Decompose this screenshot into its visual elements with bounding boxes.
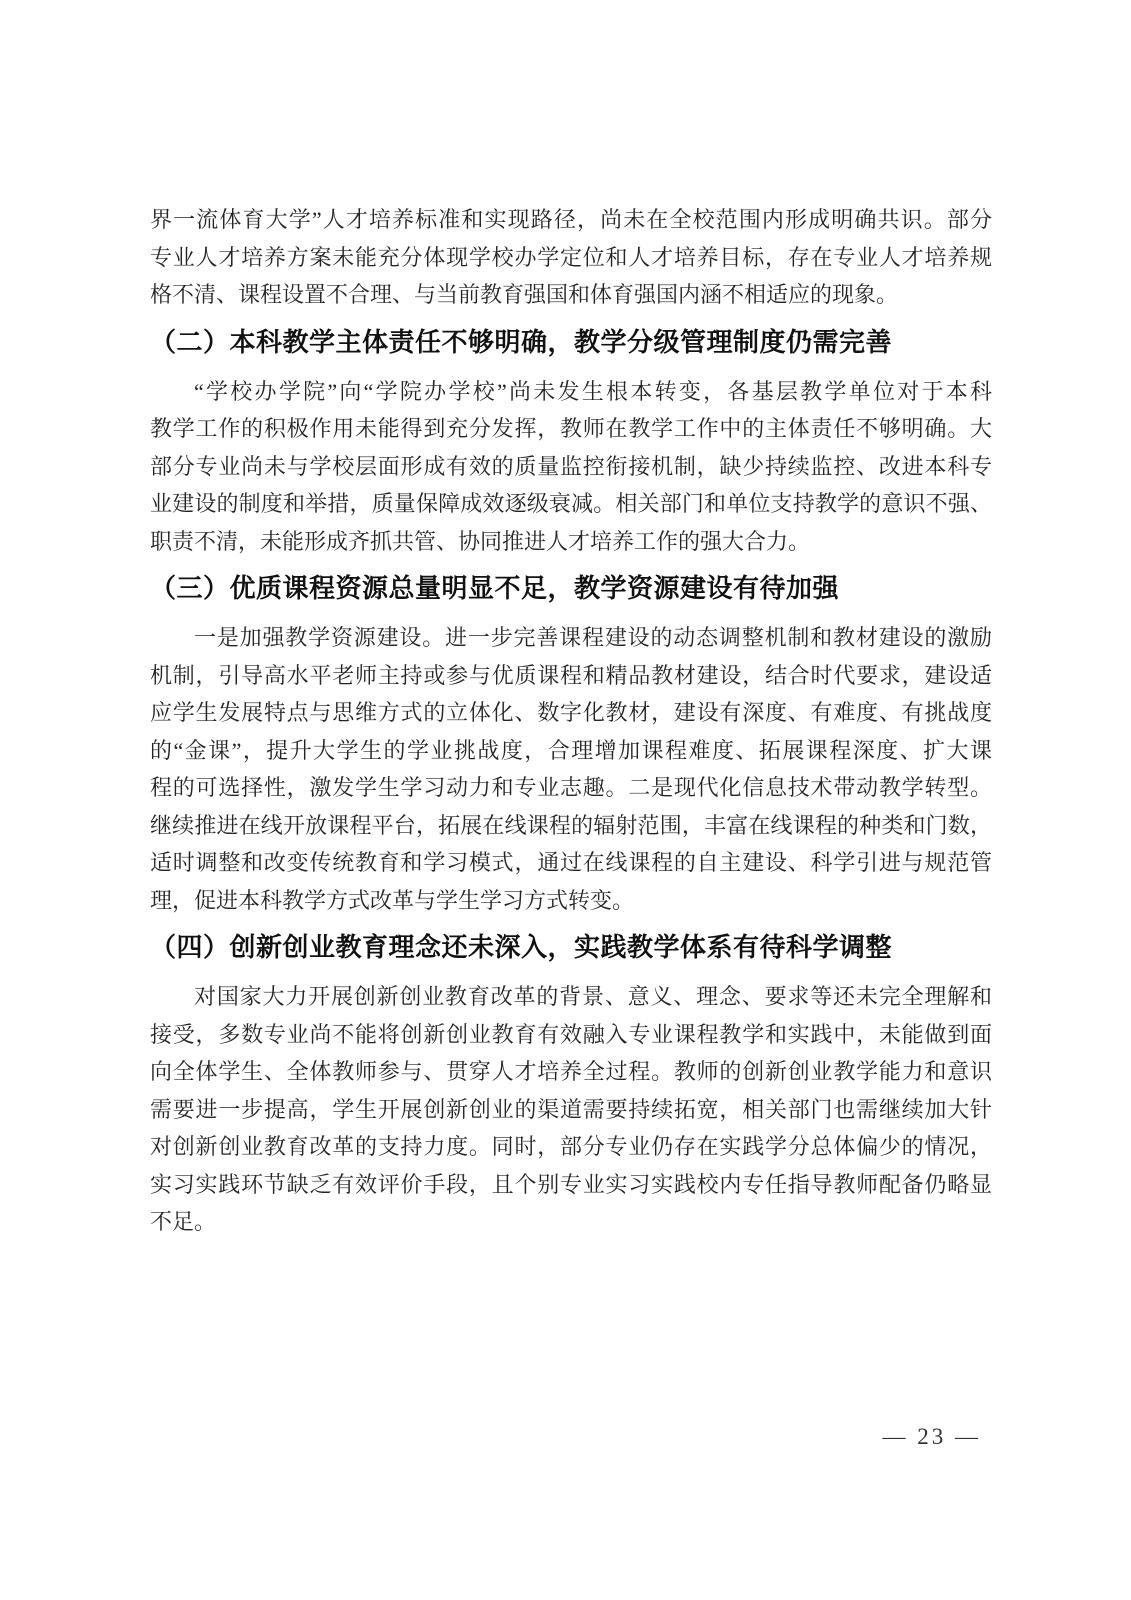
paragraph xyxy=(150,978,992,1241)
text-line: 业建设的制度和举措，质量保障成效逐级衰减。相关部门和单位支持教学的意识不强、 xyxy=(150,491,992,516)
section-heading: （三）优质课程资源总量明显不足，教学资源建设有待加强 xyxy=(150,573,840,603)
text-line: 不足。 xyxy=(150,1209,217,1234)
text-line: 适时调整和改变传统教育和学习模式，通过在线课程的自主建设、科学引进与规范管 xyxy=(150,850,992,875)
text-line: 向全体学生、全体教师参与、贯穿人才培养全过程。教师的创新创业教学能力和意识 xyxy=(150,1059,992,1084)
text-line: 格不清、课程设置不合理、与当前教育强国和体育强国内涵不相适应的现象。 xyxy=(150,282,899,307)
text-line: 对创新创业教育改革的支持力度。同时，部分专业仍存在实践学分总体偏少的情况， xyxy=(150,1134,992,1159)
text-line: 需要进一步提高，学生开展创新创业的渠道需要持续拓宽，相关部门也需继续加大针 xyxy=(150,1096,992,1122)
text-line: 程的可选择性，激发学生学习动力和专业志趣。二是现代化信息技术带动教学转型。 xyxy=(150,775,992,800)
text-line: 职责不清，未能形成齐抓共管、协同推进人才培养工作的强大合力。 xyxy=(150,528,811,554)
text-line: 接受，多数专业尚不能将创新创业教育有效融入专业课程教学和实践中，未能做到面 xyxy=(150,1021,992,1047)
text-line: 的“金课”，提升大学生的学业挑战度，合理增加课程难度、拓展课程深度、扩大课 xyxy=(150,737,992,763)
text-line: 机制，引导高水平老师主持或参与优质课程和精品教材建设，结合时代要求，建设适 xyxy=(150,662,992,688)
section-heading: （四）创新创业教育理念还未深入，实践教学体系有待科学调整 xyxy=(150,932,893,962)
text-line: 教学工作的积极作用未能得到充分发挥，教师在教学工作中的主体责任不够明确。大 xyxy=(150,416,992,441)
text-line: 专业人才培养方案未能充分体现学校办学定位和人才培养目标，存在专业人才培养规 xyxy=(150,244,992,270)
document-content xyxy=(150,201,992,1241)
section-heading: （二）本科教学主体责任不够明确，教学分级管理制度仍需完善 xyxy=(150,326,893,357)
text-line: “学校办学院”向“学院办学校”尚未发生根本转变，各基层教学单位对于本科 xyxy=(194,378,992,404)
text-line: 实习实践环节缺乏有效评价手段，且个别专业实习实践校内专任指导教师配备仍略显 xyxy=(150,1171,992,1197)
text-line: 对国家大力开展创新创业教育改革的背景、意义、理念、要求等还未完全理解和 xyxy=(194,984,992,1009)
paragraph xyxy=(150,619,992,919)
text-line: 理，促进本科教学方式改革与学生学习方式转变。 xyxy=(150,887,635,913)
paragraph xyxy=(150,201,992,314)
text-line: 继续推进在线开放课程平台，拓展在线课程的辐射范围，丰富在线课程的种类和门数， xyxy=(150,812,992,838)
text-line: 界一流体育大学”人才培养标准和实现路径，尚未在全校范围内形成明确共识。部分 xyxy=(150,207,992,232)
page-number: — 23 — xyxy=(882,1424,981,1449)
paragraph xyxy=(150,373,992,561)
text-line: 一是加强教学资源建设。进一步完善课程建设的动态调整机制和教材建设的激励 xyxy=(194,625,992,650)
text-line: 部分专业尚未与学校层面形成有效的质量监控衔接机制，缺少持续监控、改进本科专 xyxy=(150,453,992,479)
text-line: 应学生发展特点与思维方式的立体化、数字化教材，建设有深度、有难度、有挑战度 xyxy=(150,700,992,725)
